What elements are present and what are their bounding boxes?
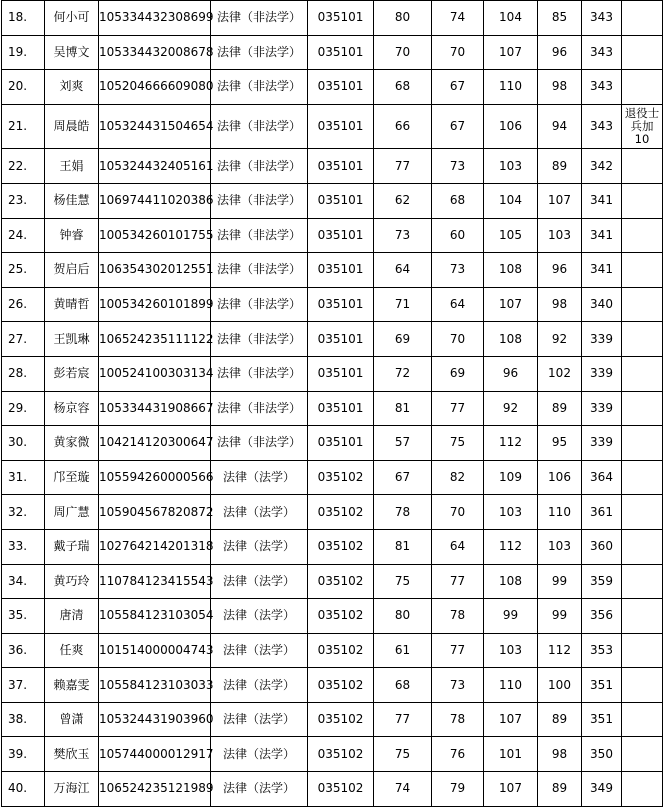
total-score-cell: 360 xyxy=(582,529,622,564)
major-code-cell: 035101 xyxy=(308,149,374,184)
candidate-name-cell: 刘爽 xyxy=(45,70,99,105)
note-cell xyxy=(622,564,663,599)
major-cell: 法律（法学） xyxy=(211,668,308,703)
score-subject1-cell: 104 xyxy=(484,1,538,36)
score-subject2-cell: 99 xyxy=(538,599,582,634)
row-number-cell: 18. xyxy=(2,1,45,36)
candidate-id-cell: 105204666609080 xyxy=(99,70,211,105)
row-number-cell: 23. xyxy=(2,183,45,218)
candidate-name-cell: 钟睿 xyxy=(45,218,99,253)
table-row xyxy=(2,356,663,391)
major-cell: 法律（法学） xyxy=(211,737,308,772)
candidate-name-cell: 杨佳慧 xyxy=(45,183,99,218)
major-cell: 法律（法学） xyxy=(211,495,308,530)
total-score-cell: 343 xyxy=(582,35,622,70)
score-politics-cell: 66 xyxy=(374,104,432,149)
total-score-cell: 351 xyxy=(582,668,622,703)
total-score-cell: 343 xyxy=(582,1,622,36)
note-cell xyxy=(622,737,663,772)
major-cell: 法律（非法学） xyxy=(211,104,308,149)
table-row xyxy=(2,287,663,322)
note-cell xyxy=(622,772,663,807)
score-politics-cell: 81 xyxy=(374,391,432,426)
candidate-name-cell: 黄晴哲 xyxy=(45,287,99,322)
total-score-cell: 356 xyxy=(582,599,622,634)
note-cell xyxy=(622,702,663,737)
major-code-cell: 035102 xyxy=(308,668,374,703)
note-cell xyxy=(622,218,663,253)
table-row xyxy=(2,183,663,218)
total-score-cell: 353 xyxy=(582,633,622,668)
candidate-name-cell: 曾潇 xyxy=(45,702,99,737)
score-subject2-cell: 85 xyxy=(538,1,582,36)
score-politics-cell: 69 xyxy=(374,322,432,357)
candidate-name-cell: 赖嘉雯 xyxy=(45,668,99,703)
score-politics-cell: 62 xyxy=(374,183,432,218)
score-subject1-cell: 108 xyxy=(484,564,538,599)
major-cell: 法律（非法学） xyxy=(211,391,308,426)
major-cell: 法律（法学） xyxy=(211,633,308,668)
score-subject1-cell: 112 xyxy=(484,426,538,461)
candidate-id-cell: 105584123103033 xyxy=(99,668,211,703)
major-cell: 法律（法学） xyxy=(211,599,308,634)
admissions-score-table xyxy=(1,0,663,807)
score-language-cell: 67 xyxy=(432,104,484,149)
note-cell xyxy=(622,149,663,184)
score-politics-cell: 67 xyxy=(374,460,432,495)
score-subject2-cell: 98 xyxy=(538,737,582,772)
row-number-cell: 38. xyxy=(2,702,45,737)
candidate-name-cell: 吴博文 xyxy=(45,35,99,70)
candidate-name-cell: 邝至璇 xyxy=(45,460,99,495)
candidate-name-cell: 万海江 xyxy=(45,772,99,807)
score-subject1-cell: 108 xyxy=(484,253,538,288)
score-politics-cell: 80 xyxy=(374,599,432,634)
total-score-cell: 341 xyxy=(582,183,622,218)
major-cell: 法律（非法学） xyxy=(211,183,308,218)
note-cell xyxy=(622,495,663,530)
candidate-id-cell: 102764214201318 xyxy=(99,529,211,564)
candidate-name-cell: 黄家微 xyxy=(45,426,99,461)
score-subject2-cell: 96 xyxy=(538,253,582,288)
score-subject2-cell: 98 xyxy=(538,70,582,105)
score-politics-cell: 78 xyxy=(374,495,432,530)
major-code-cell: 035101 xyxy=(308,287,374,322)
major-code-cell: 035101 xyxy=(308,104,374,149)
table-row xyxy=(2,218,663,253)
major-code-cell: 035101 xyxy=(308,322,374,357)
note-cell xyxy=(622,599,663,634)
note-cell xyxy=(622,35,663,70)
score-politics-cell: 75 xyxy=(374,564,432,599)
major-code-cell: 035102 xyxy=(308,495,374,530)
score-subject1-cell: 107 xyxy=(484,772,538,807)
major-code-cell: 035102 xyxy=(308,737,374,772)
candidate-id-cell: 104214120300647 xyxy=(99,426,211,461)
candidate-id-cell: 105334432308699 xyxy=(99,1,211,36)
table-row xyxy=(2,104,663,149)
score-language-cell: 75 xyxy=(432,426,484,461)
score-subject2-cell: 94 xyxy=(538,104,582,149)
score-politics-cell: 57 xyxy=(374,426,432,461)
total-score-cell: 343 xyxy=(582,70,622,105)
score-subject1-cell: 105 xyxy=(484,218,538,253)
score-subject1-cell: 103 xyxy=(484,149,538,184)
table-row xyxy=(2,737,663,772)
row-number-cell: 21. xyxy=(2,104,45,149)
candidate-id-cell: 105904567820872 xyxy=(99,495,211,530)
table-row xyxy=(2,322,663,357)
score-politics-cell: 64 xyxy=(374,253,432,288)
major-code-cell: 035101 xyxy=(308,218,374,253)
candidate-name-cell: 王凯琳 xyxy=(45,322,99,357)
table-row xyxy=(2,35,663,70)
major-cell: 法律（法学） xyxy=(211,460,308,495)
major-cell: 法律（非法学） xyxy=(211,1,308,36)
score-language-cell: 67 xyxy=(432,70,484,105)
table-row xyxy=(2,70,663,105)
major-cell: 法律（法学） xyxy=(211,564,308,599)
score-politics-cell: 81 xyxy=(374,529,432,564)
score-politics-cell: 73 xyxy=(374,218,432,253)
score-politics-cell: 68 xyxy=(374,70,432,105)
candidate-id-cell: 105334432008678 xyxy=(99,35,211,70)
candidate-name-cell: 周广慧 xyxy=(45,495,99,530)
candidate-name-cell: 戴子瑞 xyxy=(45,529,99,564)
score-politics-cell: 74 xyxy=(374,772,432,807)
score-language-cell: 73 xyxy=(432,668,484,703)
score-subject2-cell: 89 xyxy=(538,149,582,184)
note-cell xyxy=(622,70,663,105)
row-number-cell: 37. xyxy=(2,668,45,703)
row-number-cell: 32. xyxy=(2,495,45,530)
score-subject2-cell: 89 xyxy=(538,702,582,737)
score-language-cell: 77 xyxy=(432,633,484,668)
total-score-cell: 339 xyxy=(582,426,622,461)
score-language-cell: 78 xyxy=(432,702,484,737)
score-subject2-cell: 95 xyxy=(538,426,582,461)
total-score-cell: 359 xyxy=(582,564,622,599)
table-row xyxy=(2,599,663,634)
candidate-id-cell: 105594260000566 xyxy=(99,460,211,495)
major-code-cell: 035102 xyxy=(308,633,374,668)
major-code-cell: 035101 xyxy=(308,35,374,70)
score-subject1-cell: 109 xyxy=(484,460,538,495)
table-body xyxy=(2,1,663,807)
row-number-cell: 29. xyxy=(2,391,45,426)
score-politics-cell: 68 xyxy=(374,668,432,703)
score-politics-cell: 75 xyxy=(374,737,432,772)
score-language-cell: 73 xyxy=(432,253,484,288)
major-code-cell: 035102 xyxy=(308,460,374,495)
row-number-cell: 40. xyxy=(2,772,45,807)
major-cell: 法律（法学） xyxy=(211,702,308,737)
candidate-name-cell: 唐清 xyxy=(45,599,99,634)
note-cell xyxy=(622,253,663,288)
table-row xyxy=(2,772,663,807)
candidate-id-cell: 106524235111122 xyxy=(99,322,211,357)
total-score-cell: 351 xyxy=(582,702,622,737)
score-language-cell: 70 xyxy=(432,322,484,357)
major-code-cell: 035101 xyxy=(308,1,374,36)
score-language-cell: 64 xyxy=(432,287,484,322)
candidate-id-cell: 100534260101899 xyxy=(99,287,211,322)
score-language-cell: 69 xyxy=(432,356,484,391)
candidate-id-cell: 101514000004743 xyxy=(99,633,211,668)
table-row xyxy=(2,1,663,36)
major-cell: 法律（非法学） xyxy=(211,70,308,105)
major-code-cell: 035102 xyxy=(308,702,374,737)
row-number-cell: 34. xyxy=(2,564,45,599)
candidate-id-cell: 100524100303134 xyxy=(99,356,211,391)
row-number-cell: 22. xyxy=(2,149,45,184)
major-code-cell: 035102 xyxy=(308,772,374,807)
table-row xyxy=(2,702,663,737)
candidate-name-cell: 任爽 xyxy=(45,633,99,668)
row-number-cell: 24. xyxy=(2,218,45,253)
major-cell: 法律（法学） xyxy=(211,529,308,564)
table-row xyxy=(2,460,663,495)
candidate-id-cell: 105324431504654 xyxy=(99,104,211,149)
note-cell xyxy=(622,426,663,461)
score-language-cell: 78 xyxy=(432,599,484,634)
row-number-cell: 36. xyxy=(2,633,45,668)
score-politics-cell: 72 xyxy=(374,356,432,391)
note-cell xyxy=(622,287,663,322)
major-code-cell: 035102 xyxy=(308,599,374,634)
candidate-id-cell: 105744000012917 xyxy=(99,737,211,772)
note-cell xyxy=(622,183,663,218)
note-cell xyxy=(622,529,663,564)
candidate-id-cell: 105334431908667 xyxy=(99,391,211,426)
row-number-cell: 30. xyxy=(2,426,45,461)
score-politics-cell: 71 xyxy=(374,287,432,322)
score-subject1-cell: 103 xyxy=(484,495,538,530)
score-language-cell: 70 xyxy=(432,495,484,530)
score-subject1-cell: 104 xyxy=(484,183,538,218)
score-politics-cell: 77 xyxy=(374,149,432,184)
score-subject1-cell: 96 xyxy=(484,356,538,391)
note-cell: 退役士兵加 10 xyxy=(622,104,663,149)
score-language-cell: 79 xyxy=(432,772,484,807)
candidate-id-cell: 106354302012551 xyxy=(99,253,211,288)
candidate-id-cell: 106524235121989 xyxy=(99,772,211,807)
score-language-cell: 74 xyxy=(432,1,484,36)
major-code-cell: 035101 xyxy=(308,253,374,288)
total-score-cell: 341 xyxy=(582,253,622,288)
note-cell xyxy=(622,356,663,391)
candidate-name-cell: 黄巧玲 xyxy=(45,564,99,599)
score-language-cell: 68 xyxy=(432,183,484,218)
score-language-cell: 77 xyxy=(432,564,484,599)
table-row xyxy=(2,426,663,461)
table-row xyxy=(2,149,663,184)
row-number-cell: 33. xyxy=(2,529,45,564)
table-row xyxy=(2,391,663,426)
row-number-cell: 31. xyxy=(2,460,45,495)
score-subject1-cell: 107 xyxy=(484,287,538,322)
major-code-cell: 035102 xyxy=(308,529,374,564)
candidate-id-cell: 105324432405161 xyxy=(99,149,211,184)
major-code-cell: 035101 xyxy=(308,356,374,391)
row-number-cell: 39. xyxy=(2,737,45,772)
major-cell: 法律（非法学） xyxy=(211,253,308,288)
candidate-id-cell: 105584123103054 xyxy=(99,599,211,634)
score-subject2-cell: 92 xyxy=(538,322,582,357)
score-subject1-cell: 107 xyxy=(484,702,538,737)
score-subject2-cell: 107 xyxy=(538,183,582,218)
note-cell xyxy=(622,322,663,357)
table-row xyxy=(2,495,663,530)
score-subject2-cell: 103 xyxy=(538,218,582,253)
candidate-id-cell: 100534260101755 xyxy=(99,218,211,253)
row-number-cell: 27. xyxy=(2,322,45,357)
major-cell: 法律（非法学） xyxy=(211,287,308,322)
score-language-cell: 73 xyxy=(432,149,484,184)
score-subject2-cell: 102 xyxy=(538,356,582,391)
score-language-cell: 64 xyxy=(432,529,484,564)
total-score-cell: 340 xyxy=(582,287,622,322)
total-score-cell: 364 xyxy=(582,460,622,495)
candidate-name-cell: 王娟 xyxy=(45,149,99,184)
total-score-cell: 342 xyxy=(582,149,622,184)
major-cell: 法律（非法学） xyxy=(211,356,308,391)
candidate-name-cell: 贺启后 xyxy=(45,253,99,288)
note-cell xyxy=(622,633,663,668)
major-code-cell: 035101 xyxy=(308,391,374,426)
score-subject2-cell: 112 xyxy=(538,633,582,668)
score-subject1-cell: 112 xyxy=(484,529,538,564)
row-number-cell: 25. xyxy=(2,253,45,288)
score-politics-cell: 77 xyxy=(374,702,432,737)
total-score-cell: 350 xyxy=(582,737,622,772)
score-subject2-cell: 100 xyxy=(538,668,582,703)
row-number-cell: 28. xyxy=(2,356,45,391)
total-score-cell: 339 xyxy=(582,391,622,426)
candidate-id-cell: 106974411020386 xyxy=(99,183,211,218)
score-subject1-cell: 106 xyxy=(484,104,538,149)
score-language-cell: 76 xyxy=(432,737,484,772)
note-cell xyxy=(622,460,663,495)
score-subject1-cell: 110 xyxy=(484,668,538,703)
score-language-cell: 70 xyxy=(432,35,484,70)
candidate-name-cell: 樊欣玉 xyxy=(45,737,99,772)
score-subject1-cell: 110 xyxy=(484,70,538,105)
candidate-name-cell: 何小可 xyxy=(45,1,99,36)
table-row xyxy=(2,668,663,703)
row-number-cell: 26. xyxy=(2,287,45,322)
major-cell: 法律（非法学） xyxy=(211,322,308,357)
major-code-cell: 035102 xyxy=(308,564,374,599)
note-cell xyxy=(622,668,663,703)
score-subject1-cell: 99 xyxy=(484,599,538,634)
table-row xyxy=(2,633,663,668)
major-code-cell: 035101 xyxy=(308,426,374,461)
score-subject1-cell: 92 xyxy=(484,391,538,426)
candidate-name-cell: 彭若宸 xyxy=(45,356,99,391)
total-score-cell: 339 xyxy=(582,356,622,391)
row-number-cell: 35. xyxy=(2,599,45,634)
row-number-cell: 20. xyxy=(2,70,45,105)
candidate-name-cell: 周晨皓 xyxy=(45,104,99,149)
score-language-cell: 60 xyxy=(432,218,484,253)
score-subject2-cell: 106 xyxy=(538,460,582,495)
major-code-cell: 035101 xyxy=(308,183,374,218)
score-subject2-cell: 103 xyxy=(538,529,582,564)
table-row xyxy=(2,564,663,599)
score-subject1-cell: 107 xyxy=(484,35,538,70)
score-subject2-cell: 110 xyxy=(538,495,582,530)
major-cell: 法律（法学） xyxy=(211,772,308,807)
score-politics-cell: 80 xyxy=(374,1,432,36)
score-subject2-cell: 89 xyxy=(538,772,582,807)
major-code-cell: 035101 xyxy=(308,70,374,105)
score-politics-cell: 61 xyxy=(374,633,432,668)
score-language-cell: 82 xyxy=(432,460,484,495)
candidate-id-cell: 105324431903960 xyxy=(99,702,211,737)
score-subject2-cell: 89 xyxy=(538,391,582,426)
major-cell: 法律（非法学） xyxy=(211,218,308,253)
row-number-cell: 19. xyxy=(2,35,45,70)
score-language-cell: 77 xyxy=(432,391,484,426)
table-row xyxy=(2,529,663,564)
score-subject2-cell: 96 xyxy=(538,35,582,70)
score-subject2-cell: 99 xyxy=(538,564,582,599)
major-cell: 法律（非法学） xyxy=(211,426,308,461)
score-subject1-cell: 101 xyxy=(484,737,538,772)
score-subject1-cell: 103 xyxy=(484,633,538,668)
note-cell xyxy=(622,391,663,426)
total-score-cell: 349 xyxy=(582,772,622,807)
score-subject2-cell: 98 xyxy=(538,287,582,322)
total-score-cell: 339 xyxy=(582,322,622,357)
candidate-id-cell: 110784123415543 xyxy=(99,564,211,599)
candidate-name-cell: 杨京容 xyxy=(45,391,99,426)
score-subject1-cell: 108 xyxy=(484,322,538,357)
score-politics-cell: 70 xyxy=(374,35,432,70)
total-score-cell: 343 xyxy=(582,104,622,149)
note-cell xyxy=(622,1,663,36)
total-score-cell: 361 xyxy=(582,495,622,530)
table-row xyxy=(2,253,663,288)
major-cell: 法律（非法学） xyxy=(211,149,308,184)
total-score-cell: 341 xyxy=(582,218,622,253)
major-cell: 法律（非法学） xyxy=(211,35,308,70)
